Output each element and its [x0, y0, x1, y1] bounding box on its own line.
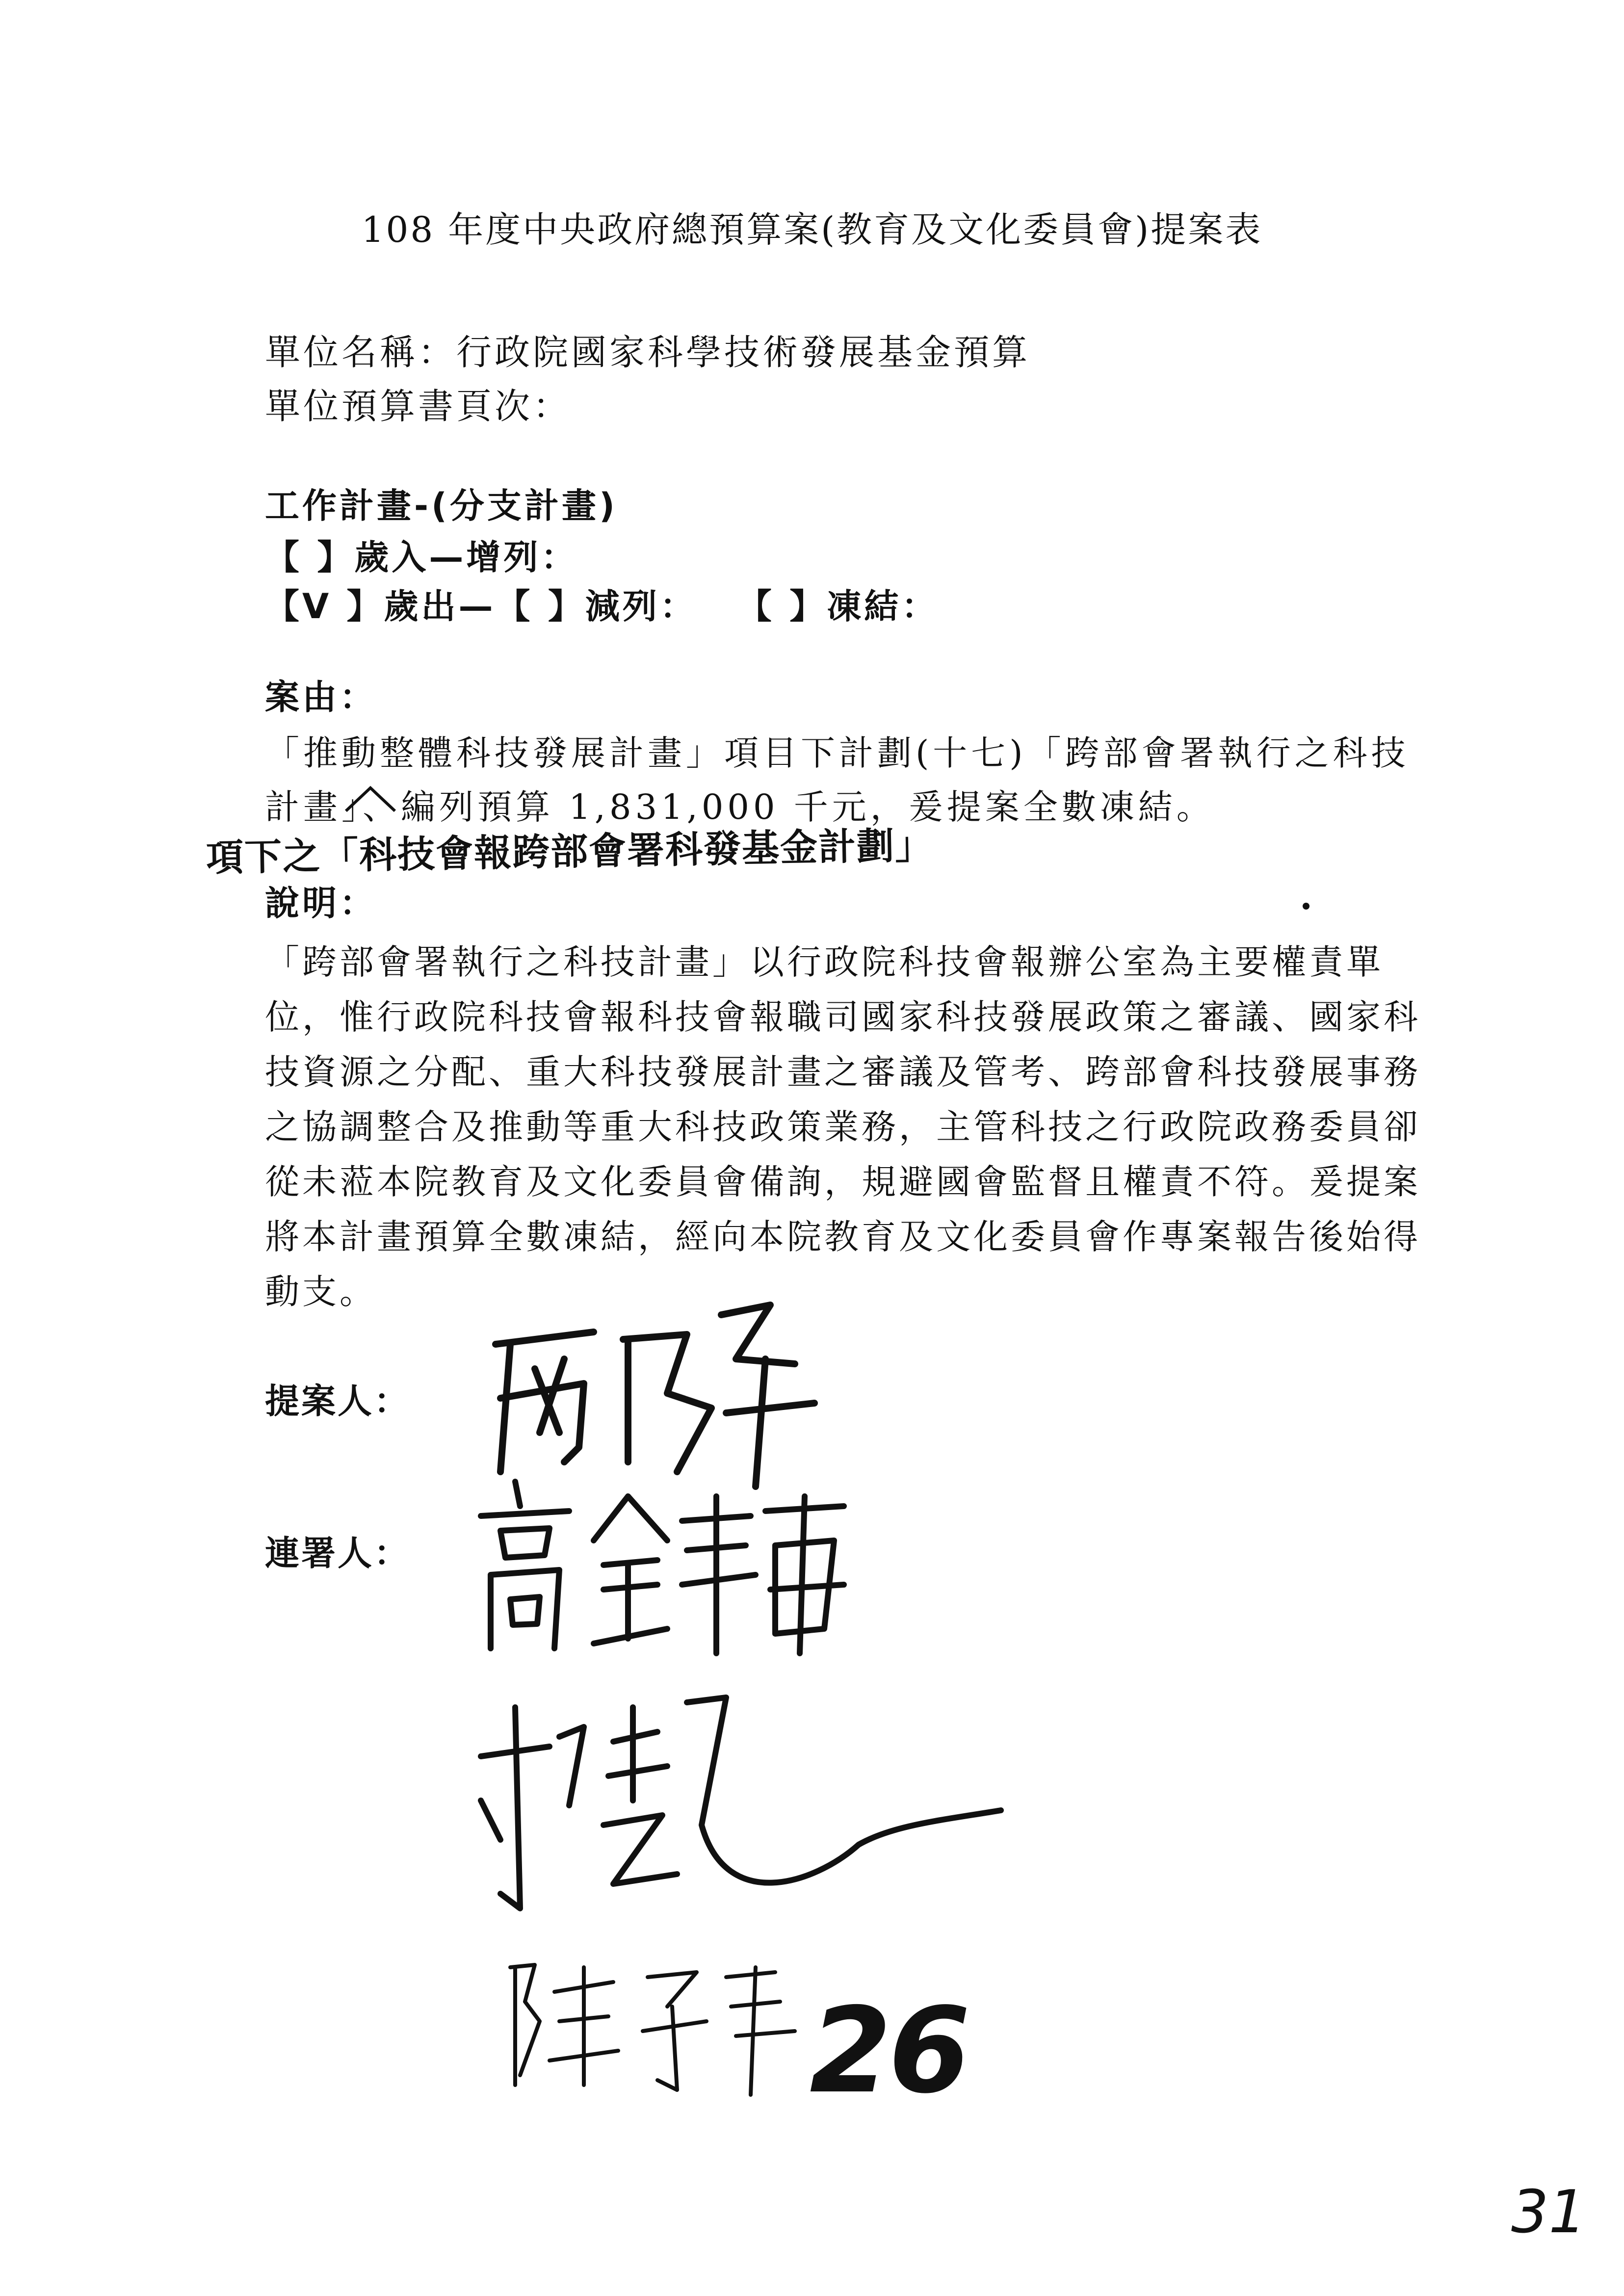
stray-ink-dot [1303, 903, 1310, 910]
handwritten-number: 26 [810, 1982, 968, 2119]
reason-heading: 案由： [265, 677, 377, 717]
insert-caret-mark [343, 784, 397, 813]
unit-name: 單位名稱：行政院國家科學技術發展基金預算 [265, 332, 1031, 373]
explanation-heading: 說明： [265, 883, 377, 923]
cosigner-label: 連署人： [265, 1533, 410, 1573]
page-number: 31 [1511, 2178, 1586, 2246]
plan-title: 工作計畫-(分支計畫) [265, 486, 618, 526]
page-title: 108 年度中央政府總預算案(教育及文化委員會)提案表 [361, 209, 1263, 250]
reason-body: 「推動整體科技發展計畫」項目下計劃(十七)「跨部會署執行之科技計畫」、編列預算 1,831,000 千元，爰提案全數凍結。 [265, 733, 1410, 827]
explanation-body: 「跨部會署執行之科技計畫」以行政院科技會報辦公室為主要權責單位，惟行政院科技會報科技會報職司國家科技發展政策之審議、國家科技資源之分配、重大科技發展計畫之審議及管考、跨部會科技發展事務之協調整合及推動等重大科技政策業務，主管科技之行政院政務委員卻從未蒞本院教育及文化委員會備詢，規避國會監督且權責不符。爰提案將本計畫預算全數凍結，經向本院教育及文化委員會作專案報告後始得動支。 [265, 942, 1421, 1312]
plan-expense-line: 【V 】歲出—【 】減列： 【 】凍結： [265, 586, 939, 626]
cosigner-signature-3 [500, 1948, 805, 2105]
cosigner-signature-2 [471, 1678, 1011, 1933]
plan-income-line: 【 】歲入—增列： [265, 537, 578, 577]
cosigner-signature-1 [471, 1467, 854, 1663]
handwritten-insert: 項下之「科技會報跨部會署科發基金計劃」 [206, 823, 934, 880]
proposer-signature [481, 1285, 824, 1491]
proposer-label: 提案人： [265, 1381, 410, 1421]
unit-budget-page: 單位預算書頁次： [265, 386, 572, 427]
